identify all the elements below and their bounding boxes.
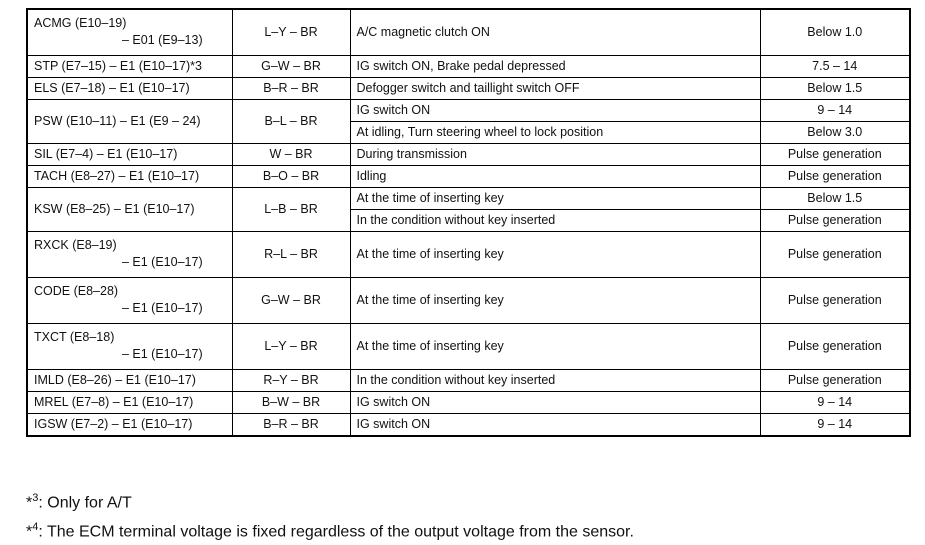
wiring-color-cell: R–Y – BR — [232, 369, 350, 391]
terminal-cell — [27, 165, 232, 187]
table-row — [27, 165, 910, 187]
condition-cell: IG switch ON — [350, 99, 760, 121]
terminal-cell — [27, 277, 232, 323]
specified-condition-cell: Below 1.0 — [760, 9, 910, 55]
footnote-number: 3 — [32, 492, 39, 504]
terminal-name: RXCK (E8–19) — [34, 238, 117, 252]
wiring-color-cell: B–R – BR — [232, 413, 350, 436]
terminal-ground: – E1 (E10–17) — [122, 347, 203, 361]
footnote-number: 4 — [32, 521, 39, 534]
terminal-cell — [27, 391, 232, 413]
terminal-ground: – E1 (E10–17) — [122, 301, 203, 315]
condition-cell: At idling, Turn steering wheel to lock position — [350, 121, 760, 143]
specified-condition-cell: Pulse generation — [760, 277, 910, 323]
terminal-cell — [27, 77, 232, 99]
terminal-cell — [27, 323, 232, 369]
condition-cell: IG switch ON — [350, 391, 760, 413]
terminal-name: KSW (E8–25) – E1 (E10–17) — [34, 201, 195, 216]
ecm-terminal-table — [26, 8, 911, 437]
terminal-name: IGSW (E7–2) – E1 (E10–17) — [34, 416, 193, 431]
table-row — [27, 323, 910, 369]
wiring-color-cell: B–O – BR — [232, 165, 350, 187]
terminal-name: MREL (E7–8) – E1 (E10–17) — [34, 394, 194, 409]
table-row — [27, 369, 910, 391]
wiring-color-cell: L–Y – BR — [232, 323, 350, 369]
terminal-cell — [27, 143, 232, 165]
terminal-ground: – E1 (E10–17) — [122, 255, 203, 269]
specified-condition-cell: 9 – 14 — [760, 413, 910, 436]
terminal-name: TACH (E8–27) – E1 (E10–17) — [34, 168, 200, 183]
wiring-color-cell: B–R – BR — [232, 77, 350, 99]
ecm-table-body — [27, 9, 910, 436]
specified-condition-cell: Pulse generation — [760, 143, 910, 165]
footnote-mark: * — [26, 494, 33, 512]
terminal-name: ELS (E7–18) – E1 (E10–17) — [34, 80, 190, 95]
condition-cell: At the time of inserting key — [350, 277, 760, 323]
condition-cell: In the condition without key inserted — [350, 209, 760, 231]
condition-cell: During transmission — [350, 143, 760, 165]
terminal-name: IMLD (E8–26) – E1 (E10–17) — [34, 372, 196, 387]
terminal-cell — [27, 187, 232, 231]
wiring-color-cell: W – BR — [232, 143, 350, 165]
table-row — [27, 277, 910, 323]
specified-condition-cell: Below 1.5 — [760, 187, 910, 209]
terminal-name: STP (E7–15) – E1 (E10–17)*3 — [34, 58, 202, 73]
terminal-cell — [27, 9, 232, 55]
terminal-name: TXCT (E8–18) — [34, 330, 115, 344]
table-row — [27, 413, 910, 436]
terminal-cell — [27, 99, 232, 143]
table-row — [27, 187, 910, 209]
specified-condition-cell: 9 – 14 — [760, 391, 910, 413]
condition-cell: Idling — [350, 165, 760, 187]
condition-cell: At the time of inserting key — [350, 187, 760, 209]
specified-condition-cell: 9 – 14 — [760, 99, 910, 121]
condition-cell: IG switch ON — [350, 413, 760, 436]
wiring-color-cell: G–W – BR — [232, 55, 350, 77]
specified-condition-cell: Pulse generation — [760, 231, 910, 277]
terminal-name: PSW (E10–11) – E1 (E9 – 24) — [34, 113, 201, 128]
terminal-cell — [27, 231, 232, 277]
specified-condition-cell: Pulse generation — [760, 165, 910, 187]
table-row — [27, 391, 910, 413]
specified-condition-cell: Pulse generation — [760, 323, 910, 369]
footnote — [26, 515, 634, 544]
wiring-color-cell: L–B – BR — [232, 187, 350, 231]
table-row — [27, 9, 910, 55]
condition-cell: A/C magnetic clutch ON — [350, 9, 760, 55]
condition-cell: At the time of inserting key — [350, 323, 760, 369]
terminal-ground: – E01 (E9–13) — [122, 33, 203, 48]
footnotes — [26, 486, 634, 545]
terminal-cell — [27, 55, 232, 77]
terminal-name: CODE (E8–28) — [34, 284, 119, 298]
condition-cell: At the time of inserting key — [350, 231, 760, 277]
specified-condition-cell: Below 3.0 — [760, 121, 910, 143]
specified-condition-cell: Pulse generation — [760, 209, 910, 231]
specified-condition-cell: Below 1.5 — [760, 77, 910, 99]
condition-cell: Defogger switch and taillight switch OFF — [350, 77, 760, 99]
terminal-cell — [27, 369, 232, 391]
wiring-color-cell: B–L – BR — [232, 99, 350, 143]
table-row — [27, 231, 910, 277]
wiring-color-cell: R–L – BR — [232, 231, 350, 277]
terminal-name: SIL (E7–4) – E1 (E10–17) — [34, 146, 178, 161]
table-row — [27, 77, 910, 99]
table-row — [27, 55, 910, 77]
terminal-cell — [27, 413, 232, 436]
wiring-color-cell: B–W – BR — [232, 391, 350, 413]
footnote — [26, 486, 634, 515]
terminal-name: ACMG (E10–19) — [34, 16, 127, 31]
footnote-text: : Only for A/T — [38, 494, 132, 512]
specified-condition-cell: 7.5 – 14 — [760, 55, 910, 77]
footnote-text: : The ECM terminal voltage is fixed regardless of the output voltage from the sensor. — [38, 523, 634, 541]
wiring-color-cell: L–Y – BR — [232, 9, 350, 55]
wiring-color-cell: G–W – BR — [232, 277, 350, 323]
condition-cell: IG switch ON, Brake pedal depressed — [350, 55, 760, 77]
table-row — [27, 99, 910, 121]
condition-cell: In the condition without key inserted — [350, 369, 760, 391]
footnote-mark: * — [26, 523, 33, 541]
specified-condition-cell: Pulse generation — [760, 369, 910, 391]
table-row — [27, 143, 910, 165]
